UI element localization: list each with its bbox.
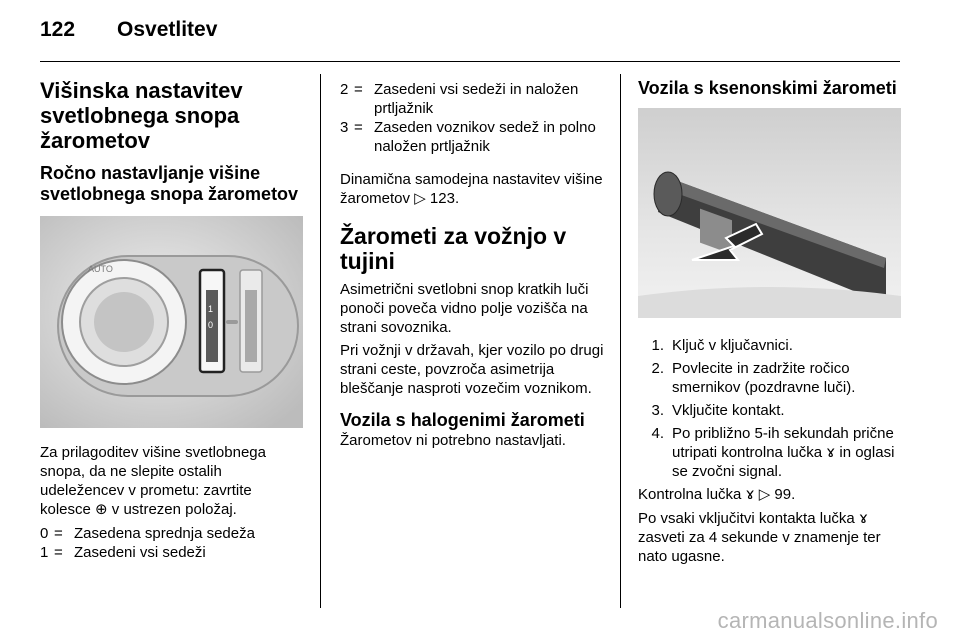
warning-lamp-icon: ɤ [826, 443, 836, 461]
cross-reference: Dinamična samodejna nastavitev višine žarometov ▷ 123. [340, 171, 603, 207]
activation-steps [638, 336, 913, 481]
page-reference-arrow-icon: ▷ [414, 189, 426, 207]
list-item: 0 = Zasedena sprednja sedeža [40, 525, 255, 542]
svg-text:1: 1 [208, 304, 214, 314]
turn-signal-lever-figure [638, 108, 901, 318]
header-rule [40, 61, 900, 62]
subsection-heading: Ročno nastavljanje višine svetlobnega snopa žarometov [40, 163, 299, 204]
seat-load-list [40, 524, 305, 562]
section-heading: Višinska nastavitev svetlobnega snopa žarometov [40, 78, 243, 153]
column-3 [638, 78, 913, 99]
section-heading: Vozila s ksenonskimi žarometi [638, 78, 897, 98]
column-2 [340, 80, 605, 450]
list-item: 3. Vključite kontakt. [651, 402, 785, 419]
list-item: 1 = Zasedeni vsi sedeži [40, 544, 206, 561]
watermark: carmanualsonline.info [717, 608, 938, 633]
section-heading: Žarometi za vožnjo v tujini [340, 223, 567, 274]
list-item: 1. Ključ v ključavnici. [651, 337, 793, 354]
list-item: 3 = Zaseden voznikov sedež in polno naložen prtljažnik [340, 119, 596, 155]
seat-load-list-continued [340, 80, 605, 156]
body-paragraph: Za prilagoditev višine svetlobnega snopa, da ne slepite ostalih udeležencev v prometu: zavrtite kolesce ⊕ v ustrezen položaj. [40, 444, 266, 518]
page-number: 122 [40, 18, 76, 41]
light-switch-figure [40, 216, 303, 428]
body-paragraph: Po vsaki vključitvi kontakta lučka ɤ zasveti za 4 sekunde v znamenje ter nato ugasne. [638, 509, 881, 565]
column-divider [320, 74, 321, 608]
body-paragraph: Žarometov ni potrebno nastavljati. [340, 432, 566, 449]
chapter-title: Osvetlitev [117, 18, 218, 41]
list-item: 4. Po približno 5-ih sekundah prične utripati kontrolna lučka ɤ in oglasi se zvočni signal. [651, 425, 895, 480]
warning-lamp-icon: ɤ [858, 509, 868, 527]
svg-text:AUTO: AUTO [88, 264, 113, 274]
column-1-body [40, 443, 305, 562]
column-divider [620, 74, 621, 608]
body-paragraph: Asimetrični svetlobni snop kratkih luči ponoči poveča vidno polje voziščа na strani sovoznika. [340, 281, 589, 336]
subsection-heading: Vozila s halogenimi žarometi [340, 410, 585, 430]
column-3-body [638, 336, 913, 566]
page-reference-arrow-icon: ▷ [758, 485, 771, 503]
svg-text:0: 0 [208, 320, 214, 330]
warning-lamp-icon: ɤ [745, 485, 755, 503]
body-paragraph: Pri vožnji v državah, kjer vozilo po drugi strani ceste, povzroča asimetrija bleščanje nasproti vozečim voznikom. [340, 342, 604, 397]
column-1 [40, 78, 305, 205]
list-item: 2. Povlecite in zadržite ročico smernikov (pozdravne luči). [651, 360, 856, 396]
cross-reference: Kontrolna lučka ɤ ▷ 99. [638, 485, 796, 503]
list-item: 2 = Zasedeni vsi sedeži in naložen prtljažnik [340, 81, 579, 117]
headlight-range-icon: ⊕ [95, 500, 108, 518]
